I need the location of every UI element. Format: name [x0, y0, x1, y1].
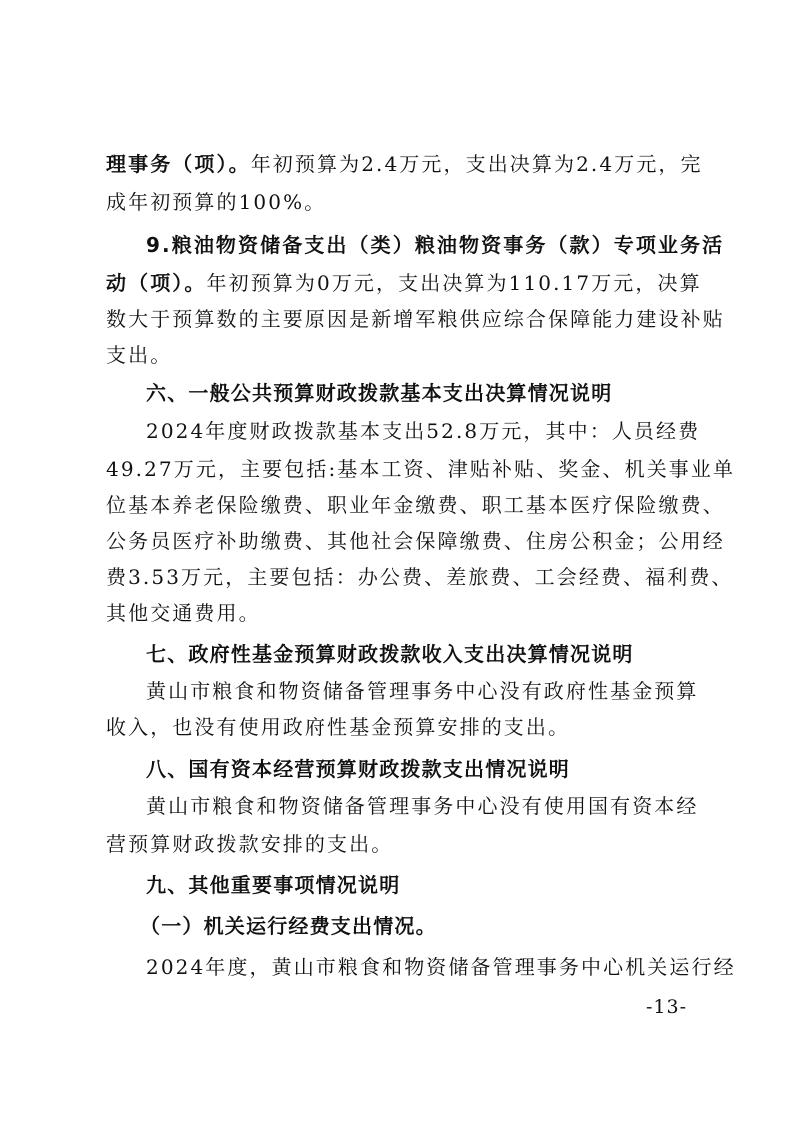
paragraph-line: 收入，也没有使用政府性基金预算安排的支出。	[106, 715, 571, 739]
subsection-heading: （一）机关运行经费支出情况。	[140, 914, 437, 938]
paragraph-line: 49.27万元，主要包括:基本工资、津贴补贴、奖金、机关事业单	[106, 457, 736, 481]
section-heading-9: 九、其他重要事项情况说明	[146, 873, 401, 897]
item-title-line: 9.粮油物资储备支出（类）粮油物资事务（款）专项业务活	[146, 233, 725, 257]
paragraph-line: 其他交通费用。	[106, 601, 261, 625]
paragraph-line: 营预算财政拨款安排的支出。	[106, 832, 394, 856]
item-title-fragment: 理事务（项）。	[106, 152, 251, 176]
paragraph-line: 位基本养老保险缴费、职业年金缴费、职工基本医疗保险缴费、	[106, 493, 725, 517]
paragraph-line: 2024年度财政拨款基本支出52.8万元，其中：人员经费	[146, 419, 701, 443]
paragraph-text: 年初预算为2.4万元，支出决算为2.4万元，完	[250, 152, 703, 176]
paragraph-line: 数大于预算数的主要原因是新增军粮供应综合保障能力建设补贴	[106, 307, 725, 331]
section-heading-6: 六、一般公共预算财政拨款基本支出决算情况说明	[146, 381, 613, 405]
paragraph-line	[106, 270, 702, 296]
paragraph-text: 年初预算为0万元，支出决算为110.17万元，决算	[206, 271, 702, 295]
page-number: -13-	[646, 996, 688, 1018]
paragraph-line	[106, 151, 703, 177]
paragraph-line: 公务员医疗补助缴费、其他社会保障缴费、住房公积金；公用经	[106, 529, 725, 553]
paragraph-line: 费3.53万元，主要包括：办公费、差旅费、工会经费、福利费、	[106, 565, 734, 589]
paragraph-line: 支出。	[106, 343, 173, 367]
section-heading-7: 七、政府性基金预算财政拨款收入支出决算情况说明	[146, 642, 634, 666]
paragraph-line: 成年初预算的100%。	[106, 190, 327, 214]
section-heading-8: 八、国有资本经营预算财政拨款支出情况说明	[146, 757, 570, 781]
paragraph-line: 黄山市粮食和物资储备管理事务中心没有政府性基金预算	[146, 679, 699, 703]
paragraph-line: 2024年度，黄山市粮食和物资储备管理事务中心机关运行经	[146, 955, 736, 979]
item-title-fragment: 动（项）。	[106, 271, 207, 295]
paragraph-line: 黄山市粮食和物资储备管理事务中心没有使用国有资本经	[146, 794, 699, 818]
